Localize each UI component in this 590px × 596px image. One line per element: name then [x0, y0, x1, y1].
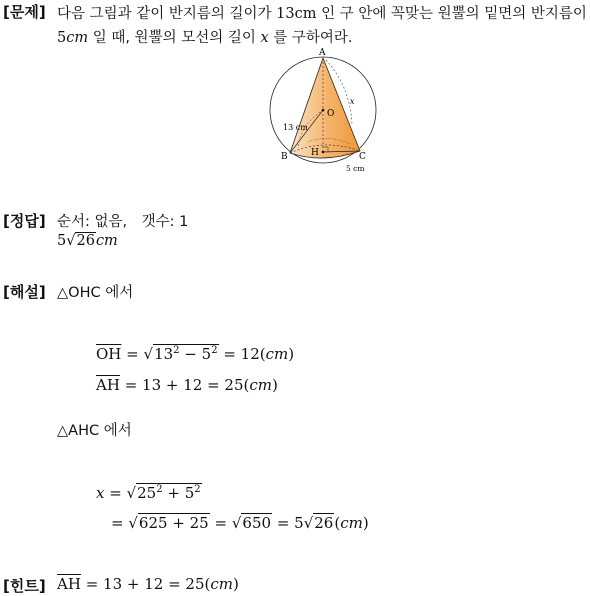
equation-x: $x = √25^2 + 5^2$ [96, 484, 201, 502]
base-length-label: 5 cm [346, 164, 365, 173]
answer-value: 5√26cm [57, 233, 118, 249]
equation-ah: $\overline{AH} = 13 + 12 = 25(cm)$ [96, 376, 278, 394]
solution-triangle-ohc: △OHC 에서 [57, 285, 134, 301]
cone-body [290, 58, 360, 158]
problem-line-1: 다음 그림과 같이 반지름의 길이가 13cm 인 구 안에 꼭맞는 원뿔의 밑면의 반지름이 [57, 6, 587, 22]
answer-line-1: 순서: 없음, 갯수: 1 [57, 214, 189, 230]
answer-label: [정답] [3, 212, 46, 230]
equation-x-result: = √625 + 25 = √650 = 5√26(cm) [111, 514, 369, 532]
sphere-cone-figure [268, 46, 386, 174]
point-o-label: O [327, 109, 335, 119]
solution-triangle-ahc: △AHC 에서 [57, 423, 132, 439]
radius-label: 13 cm [283, 123, 308, 132]
solution-label: [해설] [3, 283, 46, 301]
problem-label: [문제] [3, 3, 46, 21]
hint-equation: $\overline{AH} = 13 + 12 = 25(cm)$ [57, 575, 239, 593]
equation-oh: $\overline{OH} = √13^2 - 5^2 = 12(cm)$ [96, 345, 295, 363]
point-b-label: B [281, 152, 288, 162]
hint-label: [힌트] [3, 577, 46, 595]
point-h-label: H [311, 148, 319, 158]
problem-line-2: 5cm 일 때, 원뿔의 모선의 길이 x 를 구하여라. [57, 30, 353, 46]
x-label: x [350, 97, 355, 106]
point-a-label: A [319, 48, 326, 58]
point-c-label: C [359, 152, 366, 162]
